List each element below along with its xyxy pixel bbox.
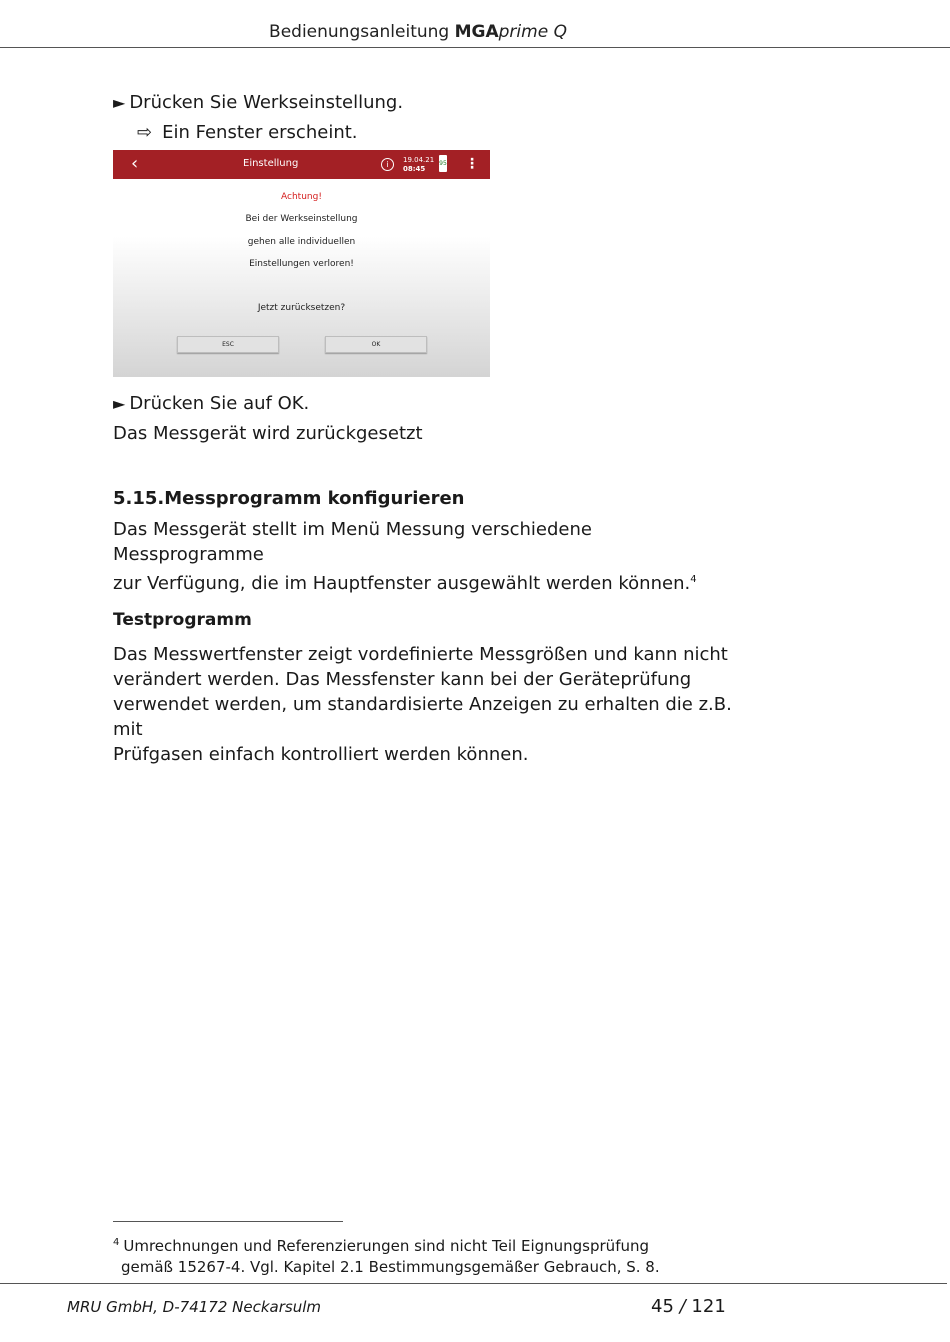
device-message-line-2: gehen alle individuellen bbox=[247, 237, 356, 247]
section-title: Messprogramm konfigurieren bbox=[164, 488, 465, 509]
step-2 bbox=[113, 391, 309, 416]
section-heading bbox=[113, 488, 464, 509]
step-1-result-text: Ein Fenster erscheint. bbox=[162, 122, 358, 143]
footnote bbox=[113, 1232, 733, 1278]
step-2-result: Das Messgerät wird zurückgesetzt bbox=[113, 423, 423, 444]
subsection-paragraph bbox=[113, 642, 753, 767]
device-screen-title: Einstellung bbox=[243, 158, 299, 169]
section-paragraph-line-1: Das Messgerät stellt im Menü Messung verschiedene Messprogramme bbox=[113, 519, 592, 565]
ok-button[interactable]: OK bbox=[325, 336, 427, 353]
device-screenshot bbox=[113, 150, 490, 377]
footnote-line-2: gemäß 15267-4. Vgl. Kapitel 2.1 Bestimmungsgemäßer Gebrauch, S. 8. bbox=[121, 1258, 660, 1276]
footer-company: MRU GmbH, D-74172 Neckarsulm bbox=[67, 1298, 321, 1316]
footnote-marker: 4 bbox=[113, 1237, 120, 1248]
header-model: prime Q bbox=[498, 22, 567, 42]
device-datetime bbox=[403, 156, 434, 174]
device-title-bar bbox=[113, 150, 490, 179]
footnote-reference: 4 bbox=[690, 574, 697, 585]
device-warning: Achtung! bbox=[281, 192, 322, 202]
device-message-line-3: Einstellungen verloren! bbox=[249, 259, 354, 269]
subsection-line-3: verwendet werden, um standardisierte Anzeigen zu erhalten die z.B. mit bbox=[113, 694, 732, 740]
page-header bbox=[0, 22, 836, 42]
header-brand: MGA bbox=[454, 22, 499, 42]
step-1 bbox=[113, 90, 403, 115]
section-paragraph bbox=[113, 517, 733, 596]
back-arrow-icon[interactable]: ‹ bbox=[131, 153, 139, 174]
subsection-line-4: Prüfgasen einfach kontrolliert werden können. bbox=[113, 744, 529, 765]
header-divider bbox=[0, 47, 910, 48]
header-prefix: Bedienungsanleitung bbox=[269, 22, 455, 42]
header-divider-right bbox=[910, 47, 950, 48]
page-separator: / bbox=[673, 1296, 692, 1317]
section-paragraph-line-2: zur Verfügung, die im Hauptfenster ausgewählt werden können.$^4$ bbox=[113, 573, 697, 594]
step-bullet-icon: ► bbox=[113, 394, 126, 413]
step-2-text: Drücken Sie auf OK. bbox=[129, 393, 310, 414]
esc-button[interactable]: ESC bbox=[177, 336, 279, 353]
more-menu-icon[interactable]: ⋮ bbox=[465, 156, 479, 172]
result-arrow-icon: ⇨ bbox=[137, 122, 153, 143]
step-bullet-icon: ► bbox=[113, 93, 126, 112]
page-current: 45 bbox=[651, 1296, 674, 1317]
subsection-line-2: verändert werden. Das Messfenster kann bei der Geräteprüfung bbox=[113, 669, 692, 690]
page-total: 121 bbox=[691, 1296, 726, 1317]
footnote-divider bbox=[113, 1221, 343, 1222]
page-number bbox=[651, 1296, 726, 1317]
step-1-text: Drücken Sie Werkseinstellung. bbox=[129, 92, 404, 113]
subsection-line-1: Das Messwertfenster zeigt vordefinierte Messgrößen und kann nicht bbox=[113, 644, 728, 665]
footer-divider bbox=[0, 1283, 947, 1284]
device-time: 08:45 bbox=[403, 165, 426, 173]
device-message-line-1: Bei der Werkseinstellung bbox=[245, 214, 358, 224]
device-date: 19.04.21 bbox=[403, 156, 435, 164]
subsection-heading: Testprogramm bbox=[113, 610, 252, 630]
device-question: Jetzt zurücksetzen? bbox=[257, 303, 346, 313]
info-icon[interactable]: i bbox=[381, 158, 394, 171]
section-number: 5.15. bbox=[113, 488, 165, 509]
footnote-line-1: $^4$ Umrechnungen und Referenzierungen sind nicht Teil Eignungsprüfung bbox=[113, 1237, 650, 1255]
step-1-result bbox=[137, 120, 358, 145]
battery-icon: 95 bbox=[439, 155, 447, 172]
